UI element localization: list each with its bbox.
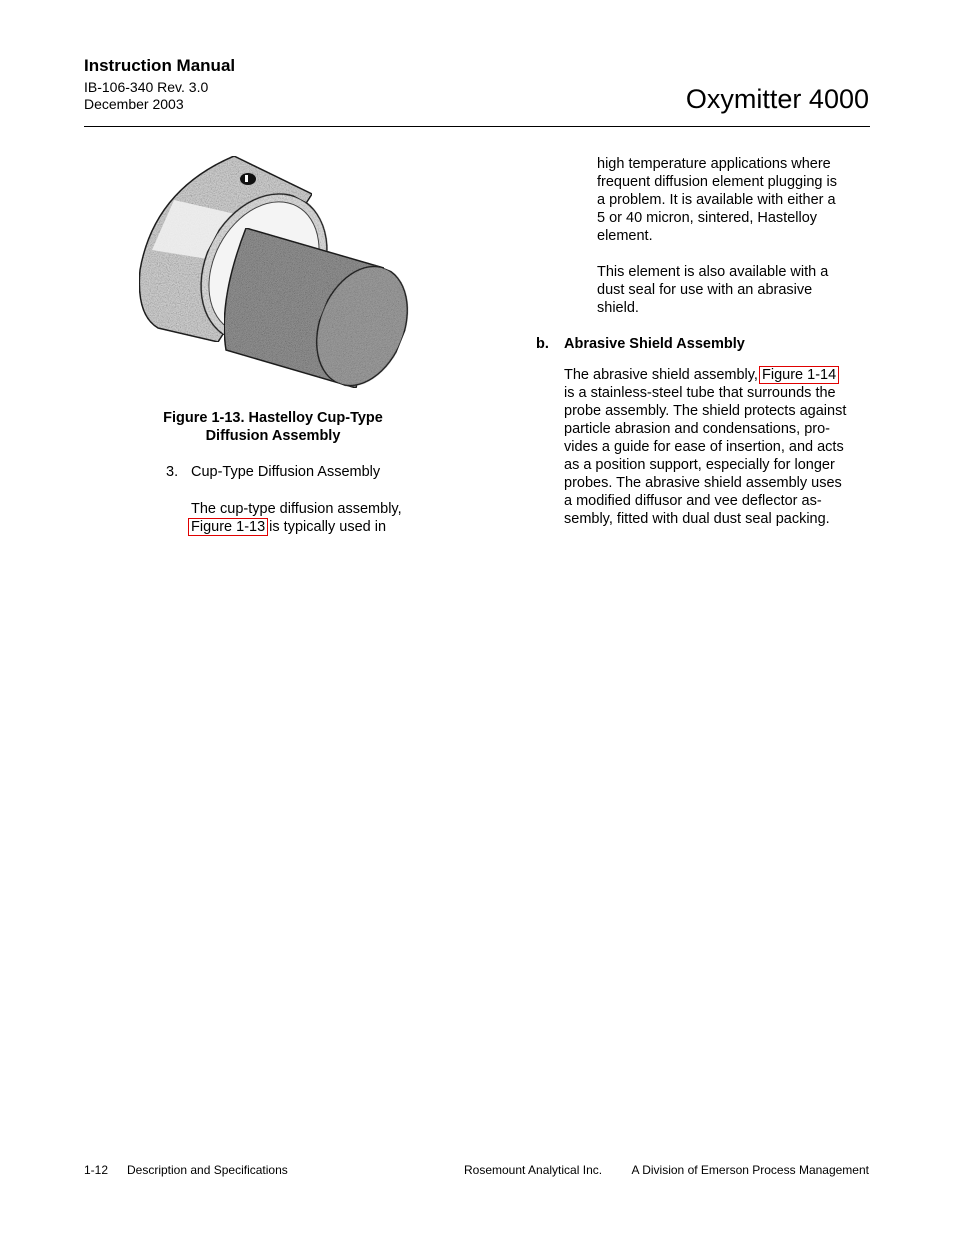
paragraph-line: is a stainless-steel tube that surrounds the	[564, 385, 836, 401]
manual-title: Instruction Manual	[84, 56, 236, 75]
paragraph-line: frequent diffusion element plugging is	[597, 174, 837, 190]
figure-caption-line2: Diffusion Assembly	[205, 428, 341, 444]
paragraph-line: a problem. It is available with either a	[597, 192, 836, 208]
list-item-title: Cup-Type Diffusion Assembly	[191, 464, 381, 480]
high-temperature-paragraph	[597, 155, 872, 245]
cup-type-paragraph	[191, 500, 431, 536]
paragraph-line: vides a guide for ease of insertion, and acts	[564, 439, 844, 455]
paragraph-line: particle abrasion and condensations, pro-	[564, 421, 830, 437]
paragraph-line: probe assembly. The shield protects against	[564, 403, 847, 419]
footer-company: Rosemount Analytical Inc.	[464, 1163, 603, 1177]
section-letter: b.	[536, 336, 549, 352]
doc-number: IB-106-340 Rev. 3.0	[84, 79, 209, 95]
section-heading: Abrasive Shield Assembly	[564, 336, 745, 352]
footer-division: A Division of Emerson Process Management	[631, 1163, 869, 1177]
paragraph-text: is typically used in	[265, 519, 387, 535]
header-divider	[84, 126, 870, 127]
paragraph-line: high temperature applications where	[597, 156, 831, 172]
page-number: 1-12	[84, 1163, 109, 1177]
paragraph-text: The abrasive shield assembly,	[564, 367, 762, 383]
paragraph-line: The cup-type diffusion assembly,	[191, 501, 402, 517]
paragraph-line: element.	[597, 228, 653, 244]
paragraph-line: This element is also available with a	[597, 264, 829, 280]
paragraph-line: shield.	[597, 300, 639, 316]
paragraph-line: probes. The abrasive shield assembly uses	[564, 475, 842, 491]
paragraph-line: as a position support, especially for longer	[564, 457, 835, 473]
paragraph-line	[191, 518, 431, 536]
paragraph-line: a modified diffusor and vee deflector as-	[564, 493, 822, 509]
dust-seal-paragraph	[597, 263, 872, 317]
list-item-number: 3.	[166, 464, 179, 480]
product-title: Oxymitter 4000	[685, 84, 869, 114]
document-date: December 2003	[84, 96, 184, 112]
footer-section: Description and Specifications	[127, 1163, 288, 1177]
cup-type-diffusion-assembly-illustration	[134, 150, 414, 400]
paragraph-line: sembly, fitted with dual dust seal packing.	[564, 511, 830, 527]
figure-caption	[140, 409, 406, 445]
paragraph-line	[564, 366, 874, 384]
paragraph-line: 5 or 40 micron, sintered, Hastelloy	[597, 210, 818, 226]
figure-1-14-link[interactable]: Figure 1-14	[759, 366, 839, 384]
figure-1-13-link[interactable]: Figure 1-13	[188, 518, 268, 536]
abrasive-shield-paragraph	[564, 366, 874, 528]
figure-caption-line1: Figure 1-13. Hastelloy Cup-Type	[163, 410, 383, 426]
paragraph-line: dust seal for use with an abrasive	[597, 282, 813, 298]
